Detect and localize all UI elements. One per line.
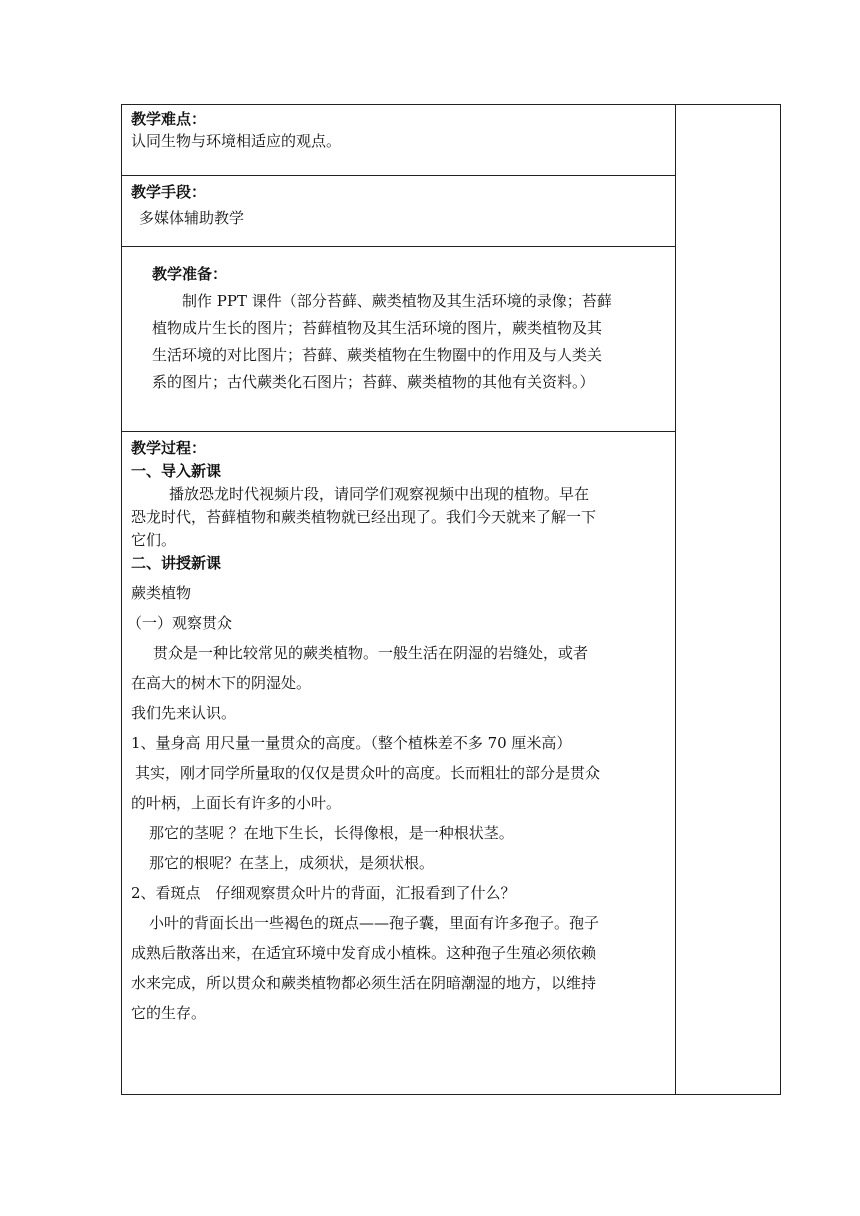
difficulty-cell — [122, 105, 676, 176]
process-heading: 教学过程： — [131, 439, 207, 457]
side-notes-column — [675, 105, 780, 1095]
subsection-observe: （一）观察贯众 — [127, 614, 233, 632]
first-know: 我们先来认识。 — [131, 704, 237, 722]
section1-line-3: 它们。 — [131, 531, 177, 549]
stem-text: 那它的茎呢 ？在地下生长，长得像根，是一种根状茎。 — [149, 824, 514, 842]
section1-line-2: 恐龙时代，苔藓植物和蕨类植物就已经出现了。我们今天就来了解一下 — [131, 508, 597, 526]
preparation-cell — [122, 247, 676, 432]
root-text: 那它的根呢？在茎上，成须状，是须状根。 — [149, 854, 435, 872]
difficulty-heading: 教学难点： — [131, 110, 207, 128]
row-difficulty — [122, 105, 781, 176]
means-heading: 教学手段： — [131, 183, 207, 201]
means-cell — [122, 176, 676, 247]
step2-text: 2、看斑点 仔细观察贯众叶片的背面，汇报看到了什么？ — [131, 884, 516, 902]
means-text: 多媒体辅助教学 — [139, 209, 245, 227]
lesson-plan-table — [121, 104, 781, 1095]
section1-heading: 一、导入新课 — [131, 462, 222, 480]
step2-explain-line-3: 水来完成，所以贯众和蕨类植物都必须生活在阴暗潮湿的地方，以维持 — [131, 974, 597, 992]
step1-text: 1、量身高 用尺量一量贯众的高度。（整个植株差不多 70 厘米高） — [131, 734, 572, 752]
preparation-line-3: 生活环境的对比图片；苔藓、蕨类植物在生物圈中的作用及与人类关 — [152, 346, 603, 364]
step2-explain-line-2: 成熟后散落出来，在适宜环境中发育成小植株。这种孢子生殖必须依赖 — [131, 944, 597, 962]
intro-line-2: 在高大的树木下的阴湿处。 — [131, 674, 312, 692]
preparation-heading: 教学准备： — [152, 265, 228, 283]
topic-label: 蕨类植物 — [131, 584, 192, 602]
section2-heading: 二、讲授新课 — [131, 554, 222, 572]
process-cell — [122, 432, 676, 1095]
preparation-line-4: 系的图片；古代蕨类化石图片；苔藓、蕨类植物的其他有关资料。） — [152, 373, 595, 391]
step1-explain-line-2: 的叶柄，上面长有许多的小叶。 — [131, 794, 342, 812]
preparation-line-1: 制作 PPT 课件（部分苔藓、蕨类植物及其生活环境的录像；苔藓 — [182, 292, 612, 310]
section1-line-1: 播放恐龙时代视频片段，请同学们观察视频中出现的植物。早在 — [169, 485, 590, 503]
intro-line-1: 贯众是一种比较常见的蕨类植物。一般生活在阴湿的岩缝处，或者 — [153, 644, 589, 662]
preparation-line-2: 植物成片生长的图片；苔藓植物及其生活环境的图片，蕨类植物及其 — [152, 319, 603, 337]
step1-explain-line-1: 其实，刚才同学所量取的仅仅是贯众叶的高度。长而粗壮的部分是贯众 — [135, 764, 601, 782]
step2-explain-line-4: 它的生存。 — [131, 1004, 207, 1022]
difficulty-text: 认同生物与环境相适应的观点。 — [131, 132, 342, 150]
step2-explain-line-1: 小叶的背面长出一些褐色的斑点——孢子囊，里面有许多孢子。孢子 — [149, 914, 600, 932]
